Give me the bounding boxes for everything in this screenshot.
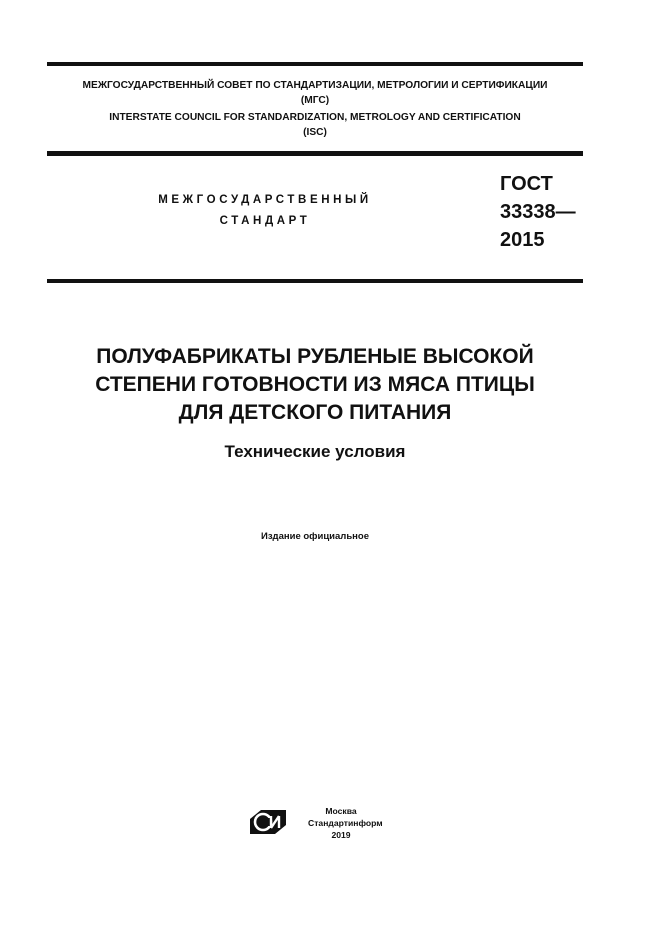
edition-note: Издание официальное xyxy=(261,531,369,542)
standard-type xyxy=(120,190,410,232)
standard-type-line1: МЕЖГОСУДАРСТВЕННЫЙ xyxy=(158,194,372,206)
document-title-line2: СТЕПЕНИ ГОТОВНОСТИ ИЗ МЯСА ПТИЦЫ xyxy=(95,373,535,396)
standartinform-logo-icon xyxy=(249,806,287,838)
bottom-divider xyxy=(47,279,583,283)
publisher-imprint xyxy=(308,805,383,841)
imprint-city: Москва xyxy=(325,806,357,816)
gost-year: 2015 xyxy=(500,229,545,251)
council-abbr-ru: (МГС) xyxy=(300,95,330,106)
council-name-ru xyxy=(47,78,583,108)
gost-number: 33338— xyxy=(500,201,576,223)
gost-prefix: ГОСТ xyxy=(500,173,553,195)
top-divider xyxy=(47,62,583,66)
council-abbr-en: (ISC) xyxy=(303,127,327,138)
document-title-line3: ДЛЯ ДЕТСКОГО ПИТАНИЯ xyxy=(178,401,452,424)
council-name-en xyxy=(47,110,583,140)
middle-divider xyxy=(47,151,583,156)
gost-designation xyxy=(500,170,576,254)
document-title xyxy=(47,343,583,427)
council-name-en-text: INTERSTATE COUNCIL FOR STANDARDIZATION, METROLOGY AND CERTIFICATION xyxy=(109,112,521,123)
document-title-line1: ПОЛУФАБРИКАТЫ РУБЛЕНЫЕ ВЫСОКОЙ xyxy=(96,345,534,368)
document-subtitle: Технические условия xyxy=(224,442,406,461)
council-name-ru-text: МЕЖГОСУДАРСТВЕННЫЙ СОВЕТ ПО СТАНДАРТИЗАЦИИ, МЕТРОЛОГИИ И СЕРТИФИКАЦИИ xyxy=(82,80,548,91)
imprint-publisher: Стандартинформ xyxy=(308,818,383,828)
standard-type-line2: СТАНДАРТ xyxy=(219,215,311,227)
imprint-year: 2019 xyxy=(331,830,351,840)
